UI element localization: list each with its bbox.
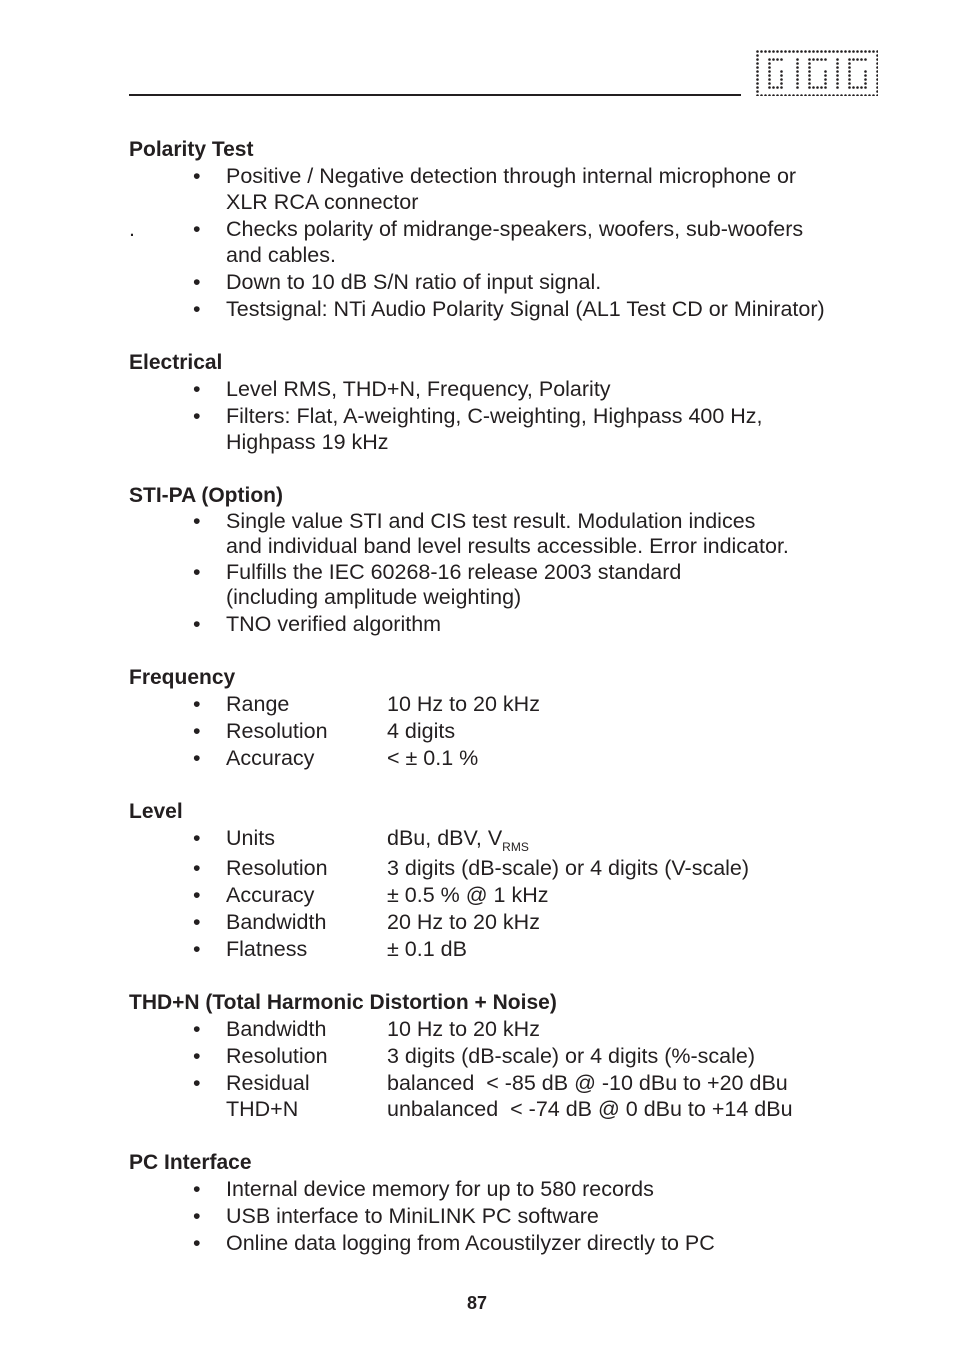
- bullet-dot: •: [193, 1204, 201, 1228]
- spec-value: ± 0.5 % @ 1 kHz: [387, 883, 549, 907]
- bullet-dot: •: [193, 612, 201, 636]
- section-electrical: [129, 349, 889, 455]
- spec-key: Bandwidth: [226, 1017, 327, 1041]
- bullet-text: Filters: Flat, A-weighting, C-weighting, Highpass 400 Hz,: [226, 404, 763, 428]
- spec-content: [129, 136, 889, 1283]
- list-item: [129, 1230, 889, 1256]
- spec-value: 3 digits (dB-scale) or 4 digits (%-scale): [387, 1044, 756, 1068]
- bullet-dot: •: [193, 297, 201, 321]
- bullet-dot: •: [193, 856, 201, 880]
- spec-key: Residual: [226, 1071, 310, 1095]
- bullet-text: (including amplitude weighting): [226, 585, 522, 609]
- bullet-text: and individual band level results accessible. Error indicator.: [226, 534, 789, 558]
- spec-key: THD+N: [226, 1097, 299, 1121]
- section-title: Frequency: [129, 666, 236, 689]
- stray-period: .: [129, 217, 135, 241]
- list-item: [129, 825, 889, 854]
- section-sti-pa: [129, 482, 889, 637]
- list-item: [129, 1203, 889, 1229]
- list-item: [129, 1016, 889, 1042]
- spec-value: dBu, dBV, V: [387, 826, 503, 850]
- bullet-dot: •: [193, 1231, 201, 1255]
- bullet-text: Checks polarity of midrange-speakers, woofers, sub-woofers: [226, 217, 804, 241]
- bullet-dot: •: [193, 826, 201, 850]
- bullet-text: XLR RCA connector: [226, 190, 419, 214]
- list-item: [129, 163, 889, 215]
- bullet-text: and cables.: [226, 243, 336, 267]
- section-pc-interface: [129, 1149, 889, 1256]
- bullet-dot: •: [193, 937, 201, 961]
- bullet-text: Highpass 19 kHz: [226, 430, 389, 454]
- list-item: [129, 1176, 889, 1202]
- section-level: [129, 798, 889, 962]
- bullet-dot: •: [193, 509, 201, 533]
- list-item: [129, 296, 889, 322]
- list-item: [129, 691, 889, 717]
- list-item: [129, 745, 889, 771]
- spec-key: Bandwidth: [226, 910, 327, 934]
- list-item: [129, 216, 889, 268]
- spec-key: Resolution: [226, 1044, 328, 1068]
- list-item: [129, 509, 889, 559]
- spec-key: Range: [226, 692, 290, 716]
- list-item: [129, 1043, 889, 1069]
- spec-key: Accuracy: [226, 883, 315, 907]
- spec-value: 10 Hz to 20 kHz: [387, 692, 540, 716]
- bullet-dot: •: [193, 270, 201, 294]
- spec-value: ± 0.1 dB: [387, 937, 467, 961]
- subscript-rms: RMS: [502, 840, 529, 854]
- bullet-dot: •: [193, 404, 201, 428]
- bullet-list: [129, 509, 889, 637]
- bullet-dot: •: [193, 1017, 201, 1041]
- bullet-dot: •: [193, 692, 201, 716]
- spec-key: Flatness: [226, 937, 308, 961]
- bullet-text: TNO verified algorithm: [226, 612, 442, 636]
- bullet-text: Level RMS, THD+N, Frequency, Polarity: [226, 377, 611, 401]
- list-item: [129, 855, 889, 881]
- bullet-dot: •: [193, 883, 201, 907]
- section-polarity-test: [129, 136, 889, 322]
- bullet-text: Fulfills the IEC 60268-16 release 2003 standard: [226, 560, 682, 584]
- spec-key: Accuracy: [226, 746, 315, 770]
- bullet-text: Testsignal: NTi Audio Polarity Signal (AL1 Test CD or Minirator): [226, 297, 825, 321]
- spec-list: [129, 1016, 889, 1122]
- spec-value: 3 digits (dB-scale) or 4 digits (V-scale): [387, 856, 750, 880]
- bullet-text: Internal device memory for up to 580 records: [226, 1177, 654, 1201]
- bullet-dot: •: [193, 560, 201, 584]
- section-title: Level: [129, 800, 183, 823]
- bullet-dot: •: [193, 1071, 201, 1095]
- nti-dot-logo-icon: [756, 50, 878, 96]
- spec-key: Resolution: [226, 856, 328, 880]
- bullet-dot: •: [193, 1177, 201, 1201]
- spec-key: Resolution: [226, 719, 328, 743]
- section-title: STI-PA (Option): [129, 484, 283, 507]
- bullet-list: [129, 376, 889, 455]
- spec-value: unbalanced < -74 dB @ 0 dBu to +14 dBu: [387, 1097, 793, 1121]
- list-item: [129, 269, 889, 295]
- section-title: Electrical: [129, 351, 223, 374]
- section-title: THD+N (Total Harmonic Distortion + Noise): [129, 991, 557, 1014]
- list-item: [129, 882, 889, 908]
- bullet-dot: •: [193, 377, 201, 401]
- spec-value: 4 digits: [387, 719, 456, 743]
- bullet-dot: •: [193, 217, 201, 241]
- bullet-list: [129, 163, 889, 322]
- spec-value: 10 Hz to 20 kHz: [387, 1017, 540, 1041]
- bullet-text: USB interface to MiniLINK PC software: [226, 1204, 599, 1228]
- list-item: [129, 1070, 889, 1122]
- bullet-text: Single value STI and CIS test result. Modulation indices: [226, 509, 756, 533]
- list-item: [129, 403, 889, 455]
- list-item: [129, 376, 889, 402]
- bullet-text: Positive / Negative detection through internal microphone or: [226, 164, 797, 188]
- section-title: PC Interface: [129, 1151, 252, 1174]
- bullet-dot: •: [193, 164, 201, 188]
- spec-list: [129, 691, 889, 771]
- spec-value: 20 Hz to 20 kHz: [387, 910, 540, 934]
- spec-list: [129, 825, 889, 962]
- list-item: [129, 718, 889, 744]
- header-rule: [129, 94, 741, 96]
- bullet-dot: •: [193, 910, 201, 934]
- bullet-dot: •: [193, 1044, 201, 1068]
- section-thdn: [129, 989, 889, 1122]
- section-title: Polarity Test: [129, 138, 254, 161]
- list-item: [129, 611, 889, 637]
- section-frequency: [129, 664, 889, 771]
- spec-key: Units: [226, 826, 275, 850]
- spec-value: < ± 0.1 %: [387, 746, 479, 770]
- bullet-list: [129, 1176, 889, 1256]
- spec-value: balanced < -85 dB @ -10 dBu to +20 dBu: [387, 1071, 788, 1095]
- bullet-dot: •: [193, 746, 201, 770]
- page-number: 87: [466, 1293, 488, 1313]
- list-item: [129, 909, 889, 935]
- bullet-dot: •: [193, 719, 201, 743]
- list-item: [129, 936, 889, 962]
- bullet-text: Down to 10 dB S/N ratio of input signal.: [226, 270, 602, 294]
- list-item: [129, 560, 889, 610]
- bullet-text: Online data logging from Acoustilyzer directly to PC: [226, 1231, 715, 1255]
